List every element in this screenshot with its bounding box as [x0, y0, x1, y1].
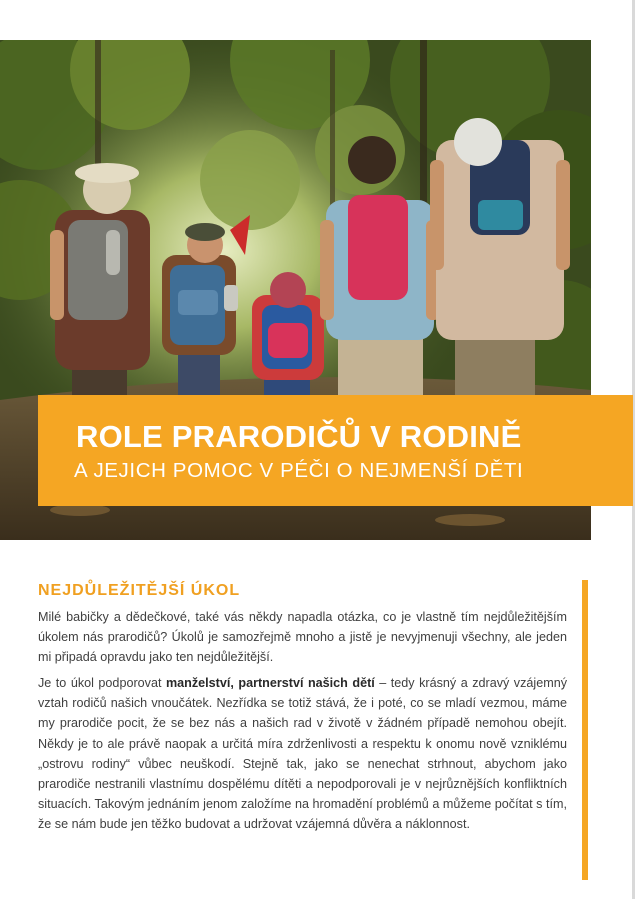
paragraph-2-rest: – tedy krásný a zdravý vzájemný vztah rodičů našich vnoučátek. Nezřídka se totiž stává, že i poté, co se mladí vezmou, máme my prarodiče pocit, že se bez nás a našich rad v životě v žádném případě nemohou obejít. Někdy je to ale právě naopak a určitá míra zdrženlivosti a respektu k onomu nově vzniklému „ostrovu rodiny“ vůbec neuškodí. Stejně tak, jako se nenechat strhnout, abychom jako prarodiče nestranili vlastnímu dospělému dítěti a nepodporovali je v nejrůznějších konfliktních situacích. Takovým jednáním jenom založíme na hromadění problémů a můžeme počítat s tím, že se nám bude jen těžko budovat a udržovat vzájemná důvěra a náklonnost.: [38, 676, 567, 831]
article-body: [38, 607, 567, 840]
paragraph-2: [38, 673, 567, 834]
paragraph-2-emphasis: manželství, partnerství našich dětí: [165, 676, 375, 691]
accent-bar: [582, 580, 588, 880]
paragraph-2-intro: Je to úkol podporovat: [38, 676, 166, 691]
section-heading: NEJDŮLEŽITĚJŠÍ ÚKOL: [38, 582, 241, 599]
paragraph-1: Milé babičky a dědečkové, také vás někdy napadla otázka, co je vlastně tím nejdůležitějším úkolem nás prarodičů? Úkolů je samozřejmě mnoho a jistě je nevyjmenuji všechny, ale jeden mi připadá opravdu jako ten nejdůležitější.: [38, 610, 567, 665]
title-banner: [38, 395, 633, 506]
page-subtitle: A JEJICH POMOC V PÉČI O NEJMENŠÍ DĚTI: [74, 459, 524, 482]
page-title: ROLE PRARODIČŮ V RODINĚ: [76, 419, 522, 454]
